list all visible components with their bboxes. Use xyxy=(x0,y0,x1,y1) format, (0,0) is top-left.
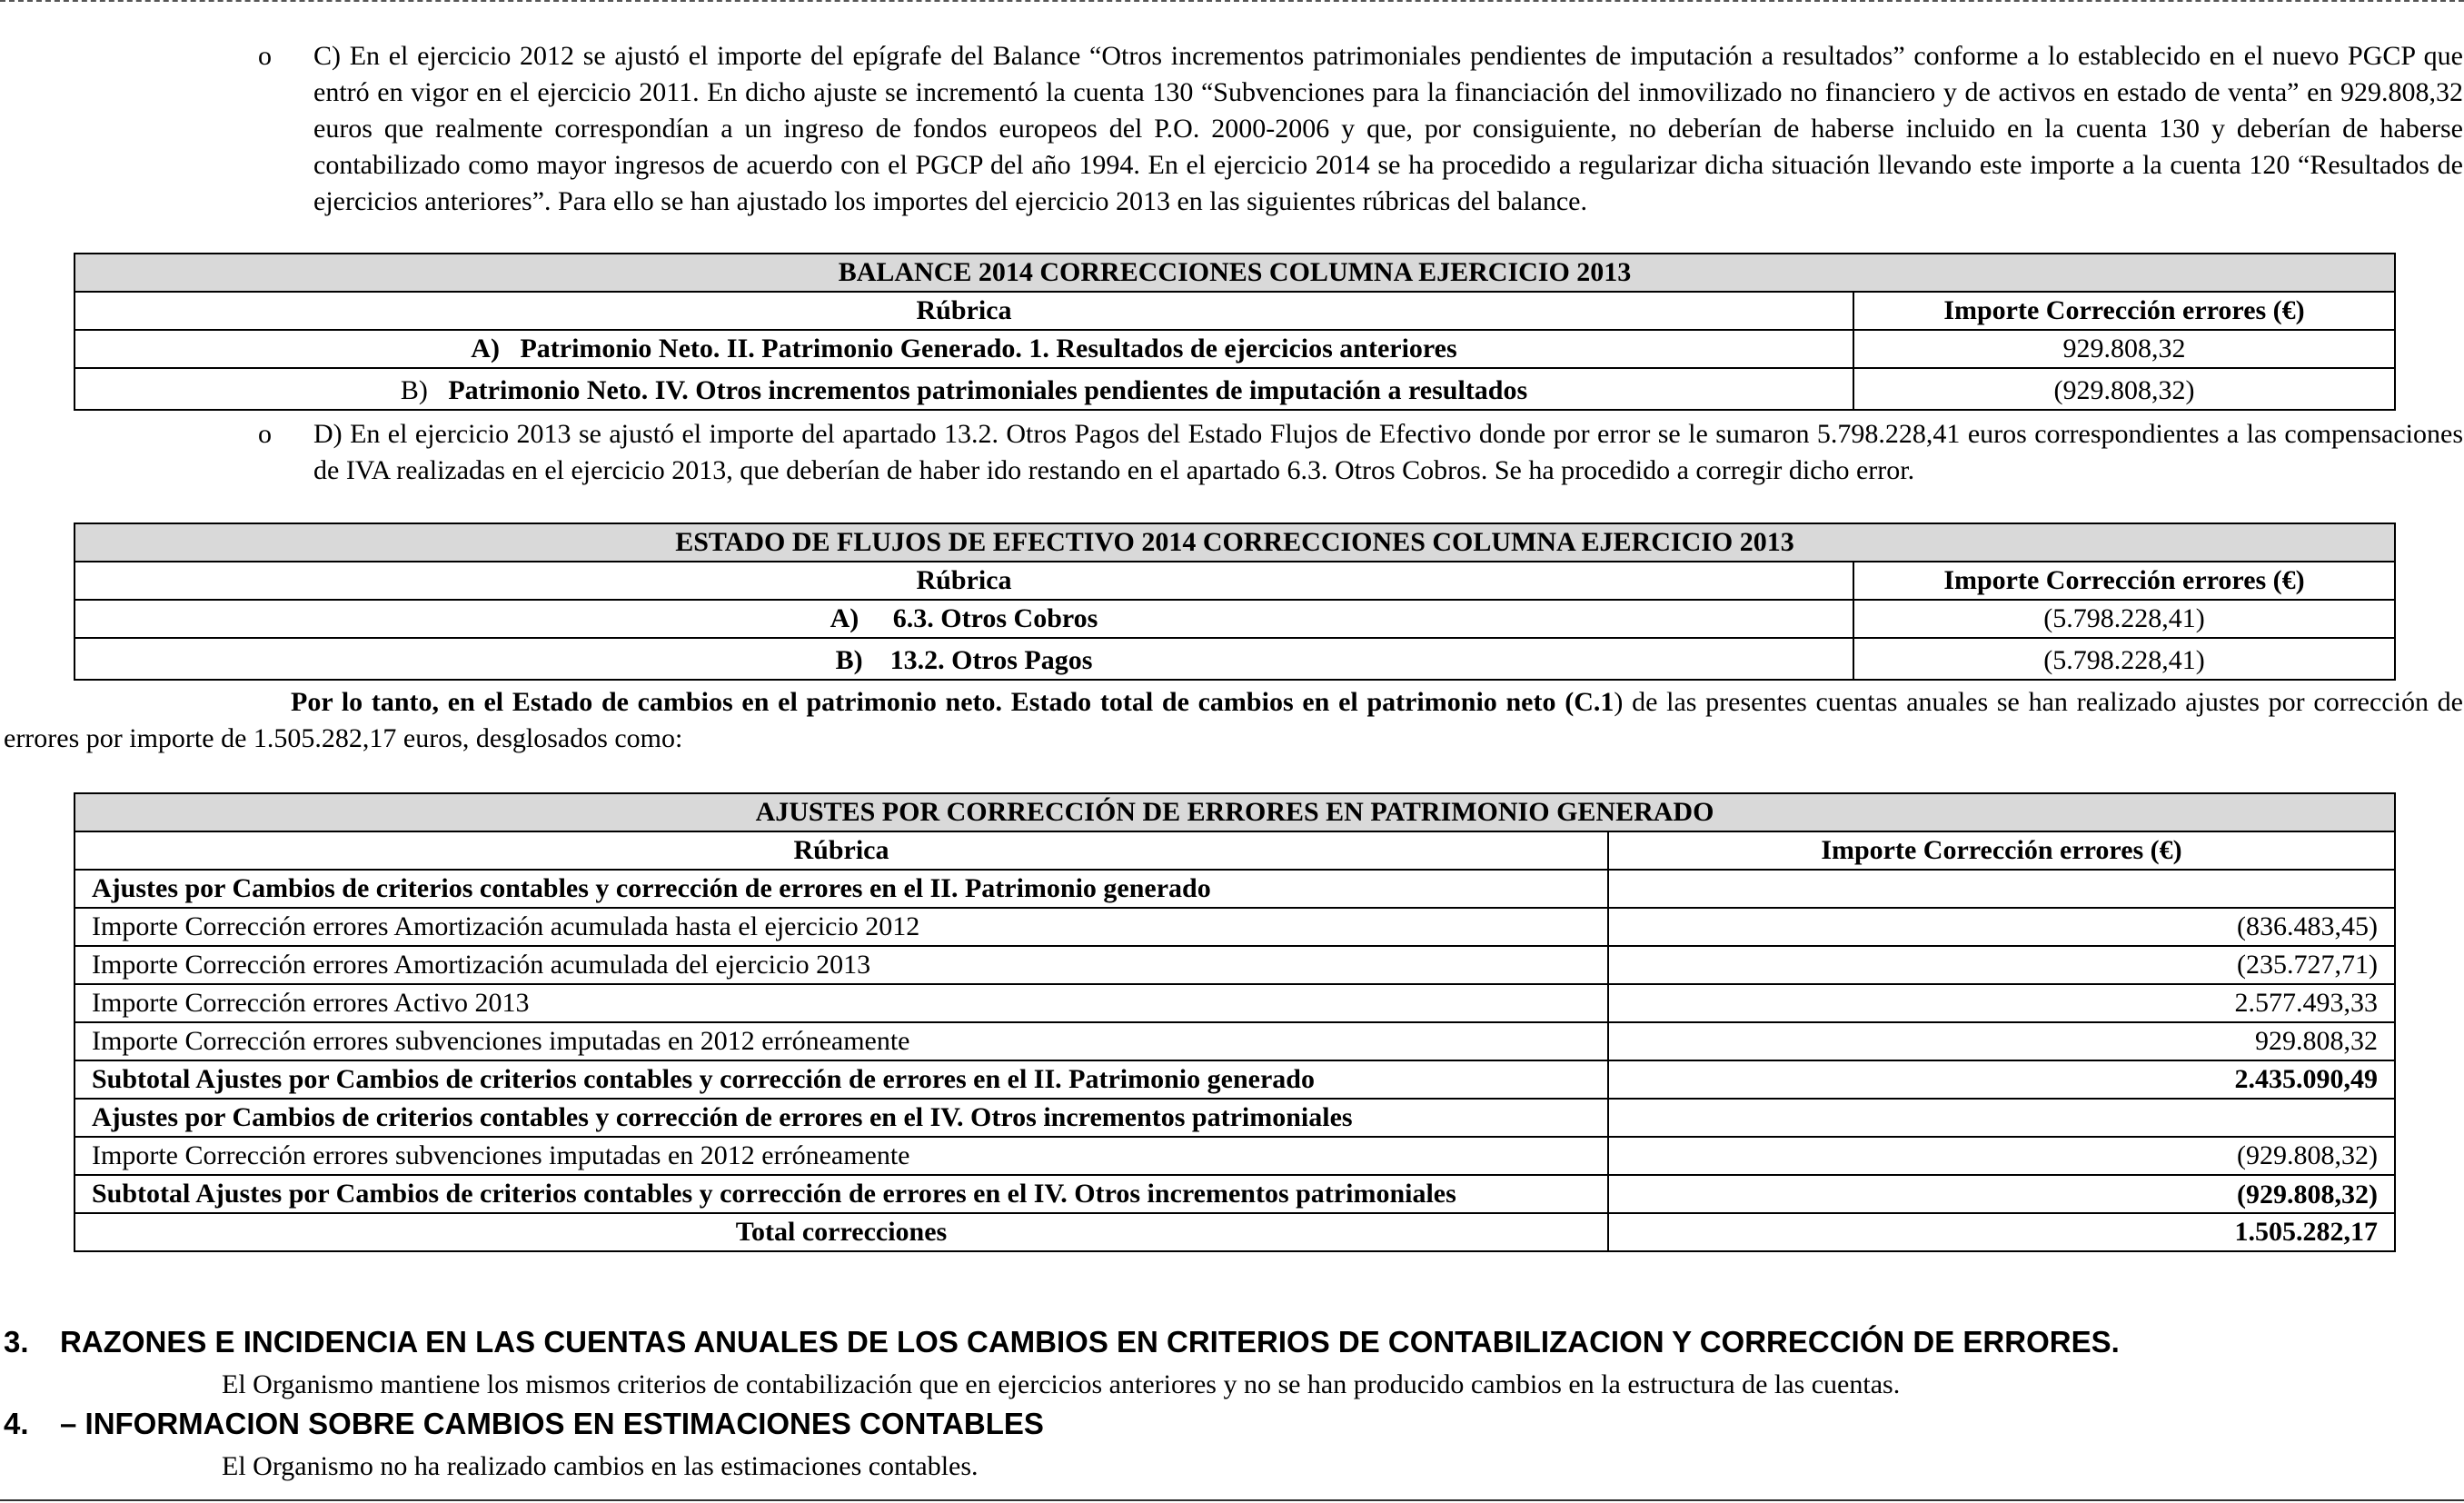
amount-cell: (929.808,32) xyxy=(1608,1137,2395,1175)
rubrica-cell xyxy=(75,330,1853,368)
section-3-number: 3. xyxy=(4,1325,29,1359)
rubrica-cell: Total correcciones xyxy=(75,1213,1608,1251)
column-header-rubrica: Rúbrica xyxy=(75,292,1853,330)
cash-flow-corrections-table xyxy=(74,523,2396,681)
table-title: ESTADO DE FLUJOS DE EFECTIVO 2014 CORRECCIONES COLUMNA EJERCICIO 2013 xyxy=(75,523,2395,562)
amount-cell: (5.798.228,41) xyxy=(1853,638,2395,680)
rubrica-cell xyxy=(75,368,1853,410)
rubrica-cell: Importe Corrección errores subvenciones imputadas en 2012 erróneamente xyxy=(75,1022,1608,1060)
amount-cell: 2.435.090,49 xyxy=(1608,1060,2395,1099)
rubrica-cell xyxy=(75,600,1853,638)
table-row xyxy=(75,1060,2395,1099)
rubrica-cell: Importe Corrección errores Amortización acumulada hasta el ejercicio 2012 xyxy=(75,908,1608,946)
table-row xyxy=(75,946,2395,984)
table-row xyxy=(75,330,2395,368)
balance-corrections-table xyxy=(74,253,2396,411)
rubrica-cell: Importe Corrección errores Activo 2013 xyxy=(75,984,1608,1022)
amount-cell xyxy=(1608,1099,2395,1137)
section-4-body: El Organismo no ha realizado cambios en las estimaciones contables. xyxy=(222,1451,979,1481)
section-4-title: – INFORMACION SOBRE CAMBIOS EN ESTIMACIONES CONTABLES xyxy=(60,1407,1044,1440)
rubrica-cell: Subtotal Ajustes por Cambios de criterios contables y corrección de errores en el IV. Otros incrementos patrimoniales xyxy=(75,1175,1608,1213)
table-row xyxy=(75,1175,2395,1213)
rubrica-cell: Importe Corrección errores Amortización acumulada del ejercicio 2013 xyxy=(75,946,1608,984)
column-header-importe: Importe Corrección errores (€) xyxy=(1608,831,2395,870)
rubrica-cell: Ajustes por Cambios de criterios contables y corrección de errores en el IV. Otros incrementos patrimoniales xyxy=(75,1099,1608,1137)
table-row xyxy=(75,870,2395,908)
table-row xyxy=(75,600,2395,638)
amount-cell: (929.808,32) xyxy=(1608,1175,2395,1213)
column-header-importe: Importe Corrección errores (€) xyxy=(1853,562,2395,600)
row-label: 6.3. Otros Cobros xyxy=(892,603,1098,633)
amount-cell: (836.483,45) xyxy=(1608,908,2395,946)
amount-cell: 929.808,32 xyxy=(1853,330,2395,368)
amount-cell: (929.808,32) xyxy=(1853,368,2395,410)
section-3-body: El Organismo mantiene los mismos criterios de contabilización que en ejercicios anteriores y no se han producido cambios en la estructura de las cuentas. xyxy=(222,1369,1901,1399)
top-dashed-border xyxy=(0,0,2464,2)
table-row xyxy=(75,368,2395,410)
row-label: 13.2. Otros Pagos xyxy=(889,645,1093,675)
paragraph-c: C) En el ejercicio 2012 se ajustó el importe del epígrafe del Balance “Otros incrementos patrimoniales pendientes de imputación a resultados” conforme a lo establecido en el nuevo PGCP que entró en vigor en el ejercicio 2011. En dicho ajuste se incrementó la cuenta 130 “Subvenciones para la financiación del inmovilizado no financiero y de activos en estado de venta” en 929.808,32 euros que realmente correspondían a un ingreso de fondos europeos del P.O. 2000-2006 y que, por consiguiente, no deberían de haberse incluido en la cuenta 130 y deberían de haberse contabilizado como mayor ingresos de acuerdo con el PGCP del año 1994. En el ejercicio 2014 se ha procedido a regularizar dicha situación llevando este importe a la cuenta 120 “Resultados de ejercicios anteriores”. Para ello se han ajustado los importes del ejercicio 2013 en las siguientes rúbricas del balance. xyxy=(313,41,2463,216)
table-row xyxy=(75,638,2395,680)
table-row xyxy=(75,1099,2395,1137)
amount-cell: (235.727,71) xyxy=(1608,946,2395,984)
table-row xyxy=(75,1213,2395,1251)
rubrica-cell xyxy=(75,638,1853,680)
table-row xyxy=(75,1022,2395,1060)
rubrica-cell: Importe Corrección errores subvenciones imputadas en 2012 erróneamente xyxy=(75,1137,1608,1175)
table-title: BALANCE 2014 CORRECCIONES COLUMNA EJERCICIO 2013 xyxy=(75,254,2395,292)
bullet-marker: o xyxy=(258,41,272,71)
summary-text: ) de las presentes cuentas anuales se han realizado ajustes por corrección de errores por importe de 1.505.282,17 euros, desglosados como: xyxy=(4,687,2463,753)
row-label: Patrimonio Neto. II. Patrimonio Generado. 1. Resultados de ejercicios anteriores xyxy=(520,333,1457,363)
rubrica-cell: Ajustes por Cambios de criterios contables y corrección de errores en el II. Patrimonio generado xyxy=(75,870,1608,908)
column-header-rubrica: Rúbrica xyxy=(75,831,1608,870)
adjustments-table xyxy=(74,792,2396,1252)
summary-bold-text: Por lo tanto, en el Estado de cambios en el patrimonio neto. Estado total de cambios en el patrimonio neto (C.1 xyxy=(291,687,1615,717)
amount-cell: 2.577.493,33 xyxy=(1608,984,2395,1022)
row-letter: A) xyxy=(830,603,859,633)
section-3-title: RAZONES E INCIDENCIA EN LAS CUENTAS ANUALES DE LOS CAMBIOS EN CRITERIOS DE CONTABILIZACION Y CORRECCIÓN DE ERRORES. xyxy=(60,1325,2120,1359)
table-title: AJUSTES POR CORRECCIÓN DE ERRORES EN PATRIMONIO GENERADO xyxy=(75,793,2395,831)
table-row xyxy=(75,984,2395,1022)
row-letter: A) xyxy=(471,333,500,363)
section-4-number: 4. xyxy=(4,1407,29,1440)
column-header-importe: Importe Corrección errores (€) xyxy=(1853,292,2395,330)
row-label: Patrimonio Neto. IV. Otros incrementos patrimoniales pendientes de imputación a resultados xyxy=(448,375,1528,405)
paragraph-d: D) En el ejercicio 2013 se ajustó el importe del apartado 13.2. Otros Pagos del Estado Flujos de Efectivo donde por error se le sumaron 5.798.228,41 euros correspondientes a las compensaciones de IVA realizadas en el ejercicio 2013, que deberían de haber ido restando en el apartado 6.3. Otros Cobros. Se ha procedido a corregir dicho error. xyxy=(313,419,2463,485)
bottom-border xyxy=(0,1499,2464,1501)
row-letter: B) xyxy=(400,375,428,405)
summary-paragraph xyxy=(4,684,2463,757)
amount-cell: 929.808,32 xyxy=(1608,1022,2395,1060)
bullet-marker: o xyxy=(258,419,272,449)
amount-cell: (5.798.228,41) xyxy=(1853,600,2395,638)
rubrica-cell: Subtotal Ajustes por Cambios de criterios contables y corrección de errores en el II. Patrimonio generado xyxy=(75,1060,1608,1099)
table-row xyxy=(75,1137,2395,1175)
table-row xyxy=(75,908,2395,946)
column-header-rubrica: Rúbrica xyxy=(75,562,1853,600)
amount-cell xyxy=(1608,870,2395,908)
amount-cell: 1.505.282,17 xyxy=(1608,1213,2395,1251)
row-letter: B) xyxy=(835,645,863,675)
